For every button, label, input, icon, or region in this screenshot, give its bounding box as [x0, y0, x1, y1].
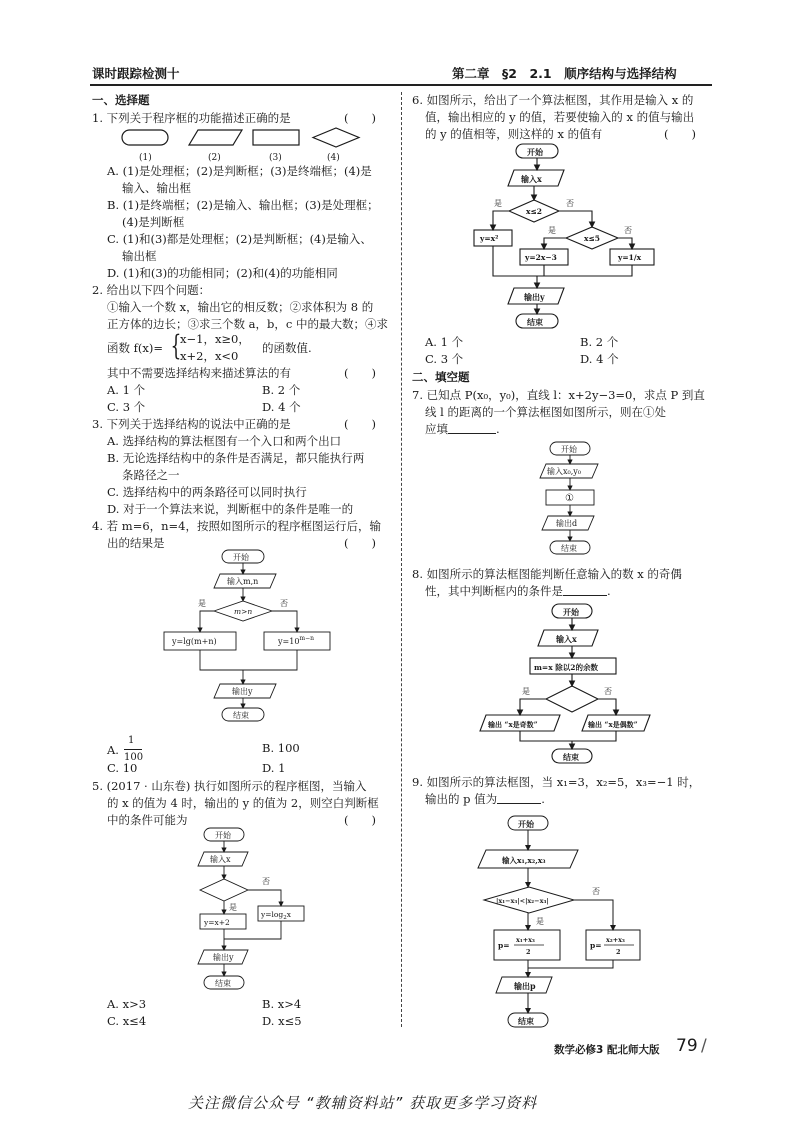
- q2-answer-paren: ( ): [344, 366, 376, 380]
- q3-option-a: A. 选择结构的算法框图有一个入口和两个出口: [107, 434, 342, 448]
- q9-flowchart: [466, 812, 646, 1030]
- q9-start-label: 开始: [518, 819, 534, 829]
- q5-decision-node: [200, 879, 248, 901]
- q1-option-a-cont: 输入、输出框: [122, 181, 191, 195]
- q2-func-label: 函数 f(x)=: [107, 341, 164, 355]
- q5-option-d: D. x≤5: [262, 1014, 302, 1028]
- q8-decision-node: [546, 686, 598, 712]
- q4-option-a-num: 1: [128, 735, 135, 746]
- q4-yes-label: 是: [198, 599, 206, 608]
- terminal-shape: [122, 130, 168, 145]
- q1-stem: 1. 下列关于程序框的功能描述正确的是: [92, 111, 291, 125]
- q2-case2: x+2，x<0: [180, 349, 239, 363]
- q8-out-odd-label: 输出 “x是奇数”: [488, 720, 538, 729]
- q4-option-b: B. 100: [262, 741, 300, 755]
- q3-option-c: C. 选择结构中的两条路径可以同时执行: [107, 485, 307, 499]
- q9-output-label: 输出p: [514, 981, 536, 991]
- q8-end-label: 结束: [563, 752, 579, 762]
- q1-option-d: D. (1)和(3)的功能相同；(2)和(4)的功能相同: [107, 266, 338, 280]
- q6-option-a: A. 1 个: [425, 335, 464, 349]
- q5-right-label: $y=\log_2x$: [261, 910, 291, 921]
- q6-option-d: D. 4 个: [580, 352, 619, 366]
- q6-process-1x-label: y=1/x: [618, 253, 642, 262]
- q4-line2: 出的结果是: [107, 536, 165, 550]
- q5-end-label: 结束: [215, 979, 231, 988]
- q2-line3: 正方体的边长；③求三个数 a，b，c 中的最大数；④求: [107, 317, 388, 331]
- q3-answer-paren: ( ): [344, 417, 376, 431]
- shape-label-3: (3): [269, 153, 282, 163]
- q9-right-num: x₂+x₃: [606, 936, 625, 944]
- q8-process-label: m=x 除以2的余数: [534, 663, 599, 672]
- q6-no2-label: 否: [624, 226, 632, 235]
- q9-line2: 输出的 p 值为 .: [425, 792, 545, 806]
- q2-line5: 其中不需要选择结构来描述算法的有: [107, 366, 291, 380]
- q2-option-d: D. 4 个: [262, 400, 301, 414]
- q1-shapes: [120, 127, 380, 163]
- q7-flowchart: [530, 440, 610, 558]
- parallelogram-shape: [189, 130, 242, 145]
- q9-input-label: 输入x₁,x₂,x₃: [502, 856, 546, 865]
- q1-option-b: B. (1)是终端框；(2)是输入、输出框；(3)是处理框；: [107, 198, 379, 212]
- q9-left-peq: p=: [498, 941, 510, 950]
- q6-cond2-label: x≤5: [584, 234, 600, 243]
- q1-answer-paren: ( ): [344, 111, 376, 125]
- q3-stem: 3. 下列关于选择结构的说法中正确的是: [92, 417, 291, 431]
- q1-option-a: A. (1)是处理框；(2)是判断框；(3)是终端框；(4)是: [107, 164, 372, 178]
- q4-no-label: 否: [280, 599, 288, 608]
- header-left: 课时跟踪检测十: [92, 66, 180, 81]
- q9-line1: 9. 如图所示的算法框图，当 x₁=3，x₂=5，x₃=−1 时，: [412, 775, 701, 789]
- q8-answer-blank: [563, 584, 607, 596]
- q4-input-label: 输入m,n: [227, 577, 259, 586]
- q7-output-label: 输出d: [556, 519, 578, 528]
- q6-input-label: 输入x: [521, 174, 542, 184]
- q5-output-label: 输出y: [213, 953, 234, 962]
- q6-process-x2-label: y=x²: [480, 234, 499, 243]
- q5-yes-label: 是: [229, 903, 237, 912]
- q8-no-label: 否: [604, 687, 612, 696]
- q6-option-b: B. 2 个: [580, 335, 619, 349]
- q9-right-den: 2: [616, 948, 621, 956]
- q6-yes1-label: 是: [494, 199, 502, 208]
- footer-ad: 关注微信公众号 “教辅资料站” 获取更多学习资料: [188, 1094, 538, 1112]
- q6-option-c: C. 3 个: [425, 352, 464, 366]
- q7-line3: 应填 .: [425, 422, 500, 436]
- q5-input-label: 输入x: [210, 855, 231, 864]
- q3-option-b: B. 无论选择结构中的条件是否满足，都只能执行两: [107, 451, 365, 465]
- q2-option-b: B. 2 个: [262, 383, 301, 397]
- q3-option-b-cont: 条路径之一: [122, 468, 180, 482]
- q7-input-label: 输入x₀,y₀: [547, 467, 581, 476]
- q4-start-label: 开始: [233, 553, 249, 562]
- header-right: 第二章 §2 2.1 顺序结构与选择结构: [452, 66, 677, 81]
- q5-left-label: y=x+2: [204, 918, 230, 927]
- q7-process-label: ①: [565, 493, 574, 504]
- q8-yes-label: 是: [522, 687, 530, 696]
- q7-answer-blank: [448, 422, 496, 434]
- q8-flowchart: [476, 602, 656, 768]
- q9-answer-blank: [497, 792, 541, 804]
- q8-line1: 8. 如图所示的算法框图能判断任意输入的数 x 的奇偶: [412, 567, 682, 581]
- q1-option-b-cont: (4)是判断框: [122, 215, 185, 229]
- shape-label-1: (1): [139, 153, 152, 163]
- q2-line1: 2. 给出以下四个问题：: [92, 283, 211, 297]
- q7-end-label: 结束: [561, 544, 577, 553]
- q4-left-label: y=lg(m+n): [172, 637, 217, 646]
- section-heading-choice: 一、选择题: [92, 93, 150, 107]
- q4-option-c: C. 10: [107, 761, 138, 775]
- q8-start-label: 开始: [563, 607, 579, 617]
- q1-option-c: C. (1)和(3)都是处理框；(2)是判断框；(4)是输入、: [107, 232, 372, 246]
- q9-cond-label: |x₁−x₃|<|x₂−x₃|: [496, 897, 549, 905]
- q5-line2: 的 x 的值为 4 时，输出的 y 的值为 2，则空白判断框: [107, 796, 379, 810]
- q6-end-label: 结束: [527, 317, 543, 327]
- q6-no1-label: 否: [566, 199, 574, 208]
- q5-option-a: A. x>3: [107, 997, 147, 1011]
- q2-brace: {: [170, 329, 182, 362]
- q4-cond-label: m>n: [234, 607, 253, 616]
- q4-flowchart: [150, 548, 350, 724]
- q2-line2: ①输入一个数 x，输出它的相反数；②求体积为 8 的: [107, 300, 374, 314]
- q4-end-label: 结束: [233, 711, 249, 720]
- q5-no-label: 否: [262, 877, 270, 886]
- q4-output-label: 输出y: [232, 687, 253, 696]
- q9-yes-label: 是: [536, 917, 544, 926]
- q4-line1: 4. 若 m=6，n=4，按照如图所示的程序框图运行后，输: [92, 519, 381, 533]
- q4-option-a-prefix: A.: [107, 743, 119, 757]
- q5-option-b: B. x>4: [262, 997, 302, 1011]
- page-number: 79: [676, 1036, 698, 1056]
- footer-book-title: 数学必修3 配北师大版: [554, 1044, 660, 1056]
- rectangle-shape: [253, 130, 299, 145]
- q6-output-label: 输出y: [524, 292, 545, 302]
- q6-start-label: 开始: [527, 147, 543, 157]
- q2-option-a: A. 1 个: [107, 383, 146, 397]
- q6-line2: 值，输出相应的 y 的值，若要使输入的 x 的值与输出: [425, 110, 695, 124]
- section-heading-fill: 二、填空题: [412, 370, 470, 384]
- q2-func-tail: 的函数值.: [262, 341, 312, 355]
- q5-line1: 5. (2017 · 山东卷) 执行如图所示的程序框图，当输入: [92, 779, 367, 793]
- shape-label-4: (4): [327, 153, 340, 163]
- q1-option-c-cont: 输出框: [122, 249, 157, 263]
- q8-line2: 性，其中判断框内的条件是 .: [425, 584, 611, 598]
- q5-flowchart: [180, 826, 330, 996]
- q5-line3: 中的条件可能为: [107, 813, 188, 827]
- diamond-shape: [313, 128, 359, 147]
- q3-option-d: D. 对于一个算法来说，判断框中的条件是唯一的: [107, 502, 354, 516]
- q9-end-label: 结束: [518, 1016, 534, 1026]
- q6-yes2-label: 是: [548, 226, 556, 235]
- q5-start-label: 开始: [215, 831, 231, 840]
- q2-case1: x−1，x≥0，: [180, 332, 250, 346]
- page-slash: /: [701, 1036, 707, 1056]
- header-rule: [90, 84, 712, 86]
- q4-answer-paren: ( ): [344, 536, 376, 550]
- q9-left-num: x₁+x₃: [516, 936, 535, 944]
- q7-line1: 7. 已知点 P(x₀，y₀)，直线 l：x+2y−3=0，求点 P 到直: [412, 388, 705, 402]
- q6-process-2x3-label: y=2x−3: [525, 253, 557, 262]
- q9-no-label: 否: [592, 887, 600, 896]
- q7-start-label: 开始: [561, 445, 577, 454]
- q6-answer-paren: ( ): [664, 127, 696, 141]
- q8-input-label: 输入x: [556, 634, 577, 644]
- q8-out-even-label: 输出 “x是偶数”: [588, 720, 638, 729]
- q4-option-d: D. 1: [262, 761, 286, 775]
- q6-cond1-label: x≤2: [526, 207, 542, 216]
- q7-line2: 线 l 的距离的一个算法框图如图所示，则在①处: [425, 405, 666, 419]
- q4-right-label: $y=10^{m-n}$: [278, 635, 314, 646]
- q5-option-c: C. x≤4: [107, 1014, 147, 1028]
- q2-option-c: C. 3 个: [107, 400, 146, 414]
- q6-line1: 6. 如图所示，给出了一个算法框图，其作用是输入 x 的: [412, 93, 694, 107]
- q4-option-a-den: 100: [124, 752, 144, 763]
- q6-flowchart: [470, 142, 670, 332]
- q9-left-den: 2: [526, 948, 531, 956]
- q6-line3: 的 y 的值相等，则这样的 x 的值有: [425, 127, 603, 141]
- q5-answer-paren: ( ): [344, 813, 376, 827]
- q9-right-peq: p=: [590, 941, 602, 950]
- column-divider: [401, 92, 402, 1027]
- shape-label-2: (2): [208, 153, 221, 163]
